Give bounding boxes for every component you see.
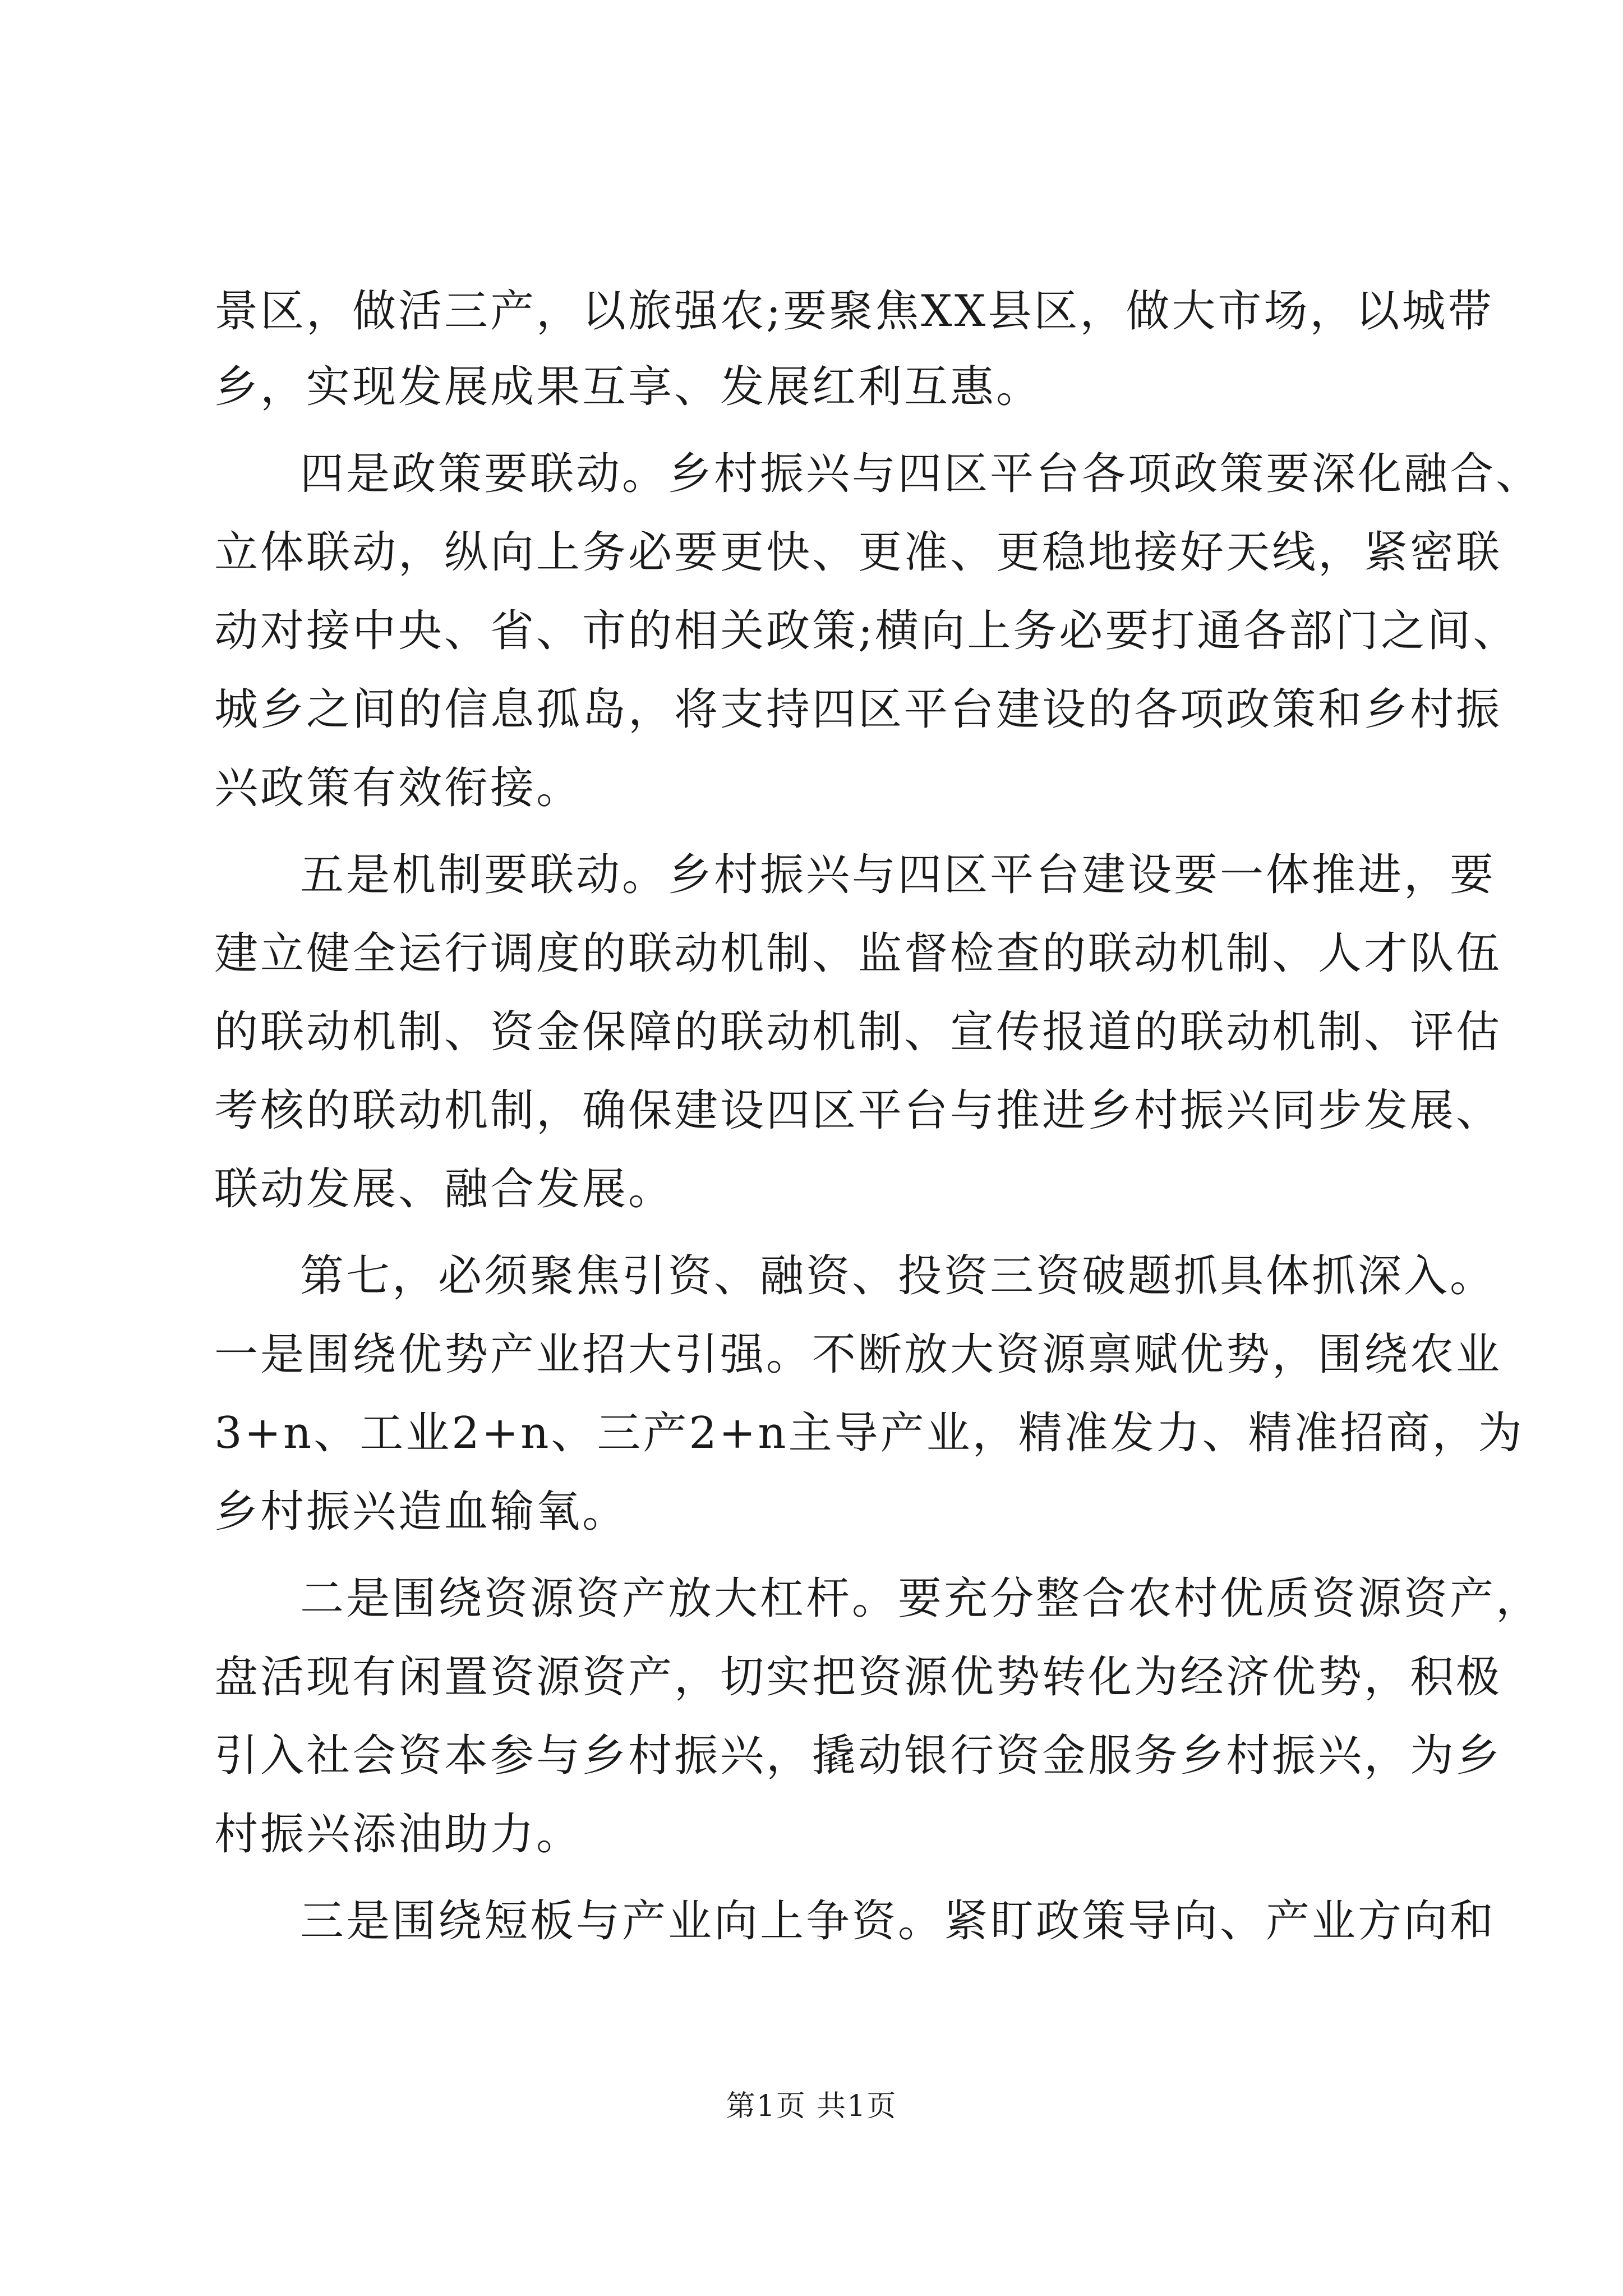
text-line: 兴政策有效衔接。 xyxy=(214,763,583,813)
paragraph-start-line: 二是围绕资源资产放大杠杆。要充分整合农村优质资源资产， xyxy=(300,1573,1542,1624)
text-line: 景区，做活三产，以旅强农;要聚焦XX县区，做大市场，以城带 xyxy=(214,286,1494,337)
paragraph-start-line: 三是围绕短板与产业向上争资。紧盯政策导向、产业方向和 xyxy=(300,1896,1496,1947)
text-line: 引入社会资本参与乡村振兴，撬动银行资金服务乡村振兴，为乡 xyxy=(214,1731,1502,1781)
text-line: 村振兴添油助力。 xyxy=(214,1809,583,1860)
text-line: 立体联动，纵向上务必要更快、更准、更稳地接好天线，紧密联 xyxy=(214,527,1502,578)
text-line: 建立健全运行调度的联动机制、监督检查的联动机制、人才队伍 xyxy=(214,928,1502,979)
text-line: 考核的联动机制，确保建设四区平台与推进乡村振兴同步发展、 xyxy=(214,1085,1502,1136)
text-line: 3+n、工业2+n、三产2+n主导产业，精准发力、精准招商，为 xyxy=(214,1408,1524,1458)
text-line: 盘活现有闲置资源资产，切实把资源优势转化为经济优势，积极 xyxy=(214,1652,1502,1703)
text-line: 动对接中央、省、市的相关政策;横向上务必要打通各部门之间、 xyxy=(214,606,1519,656)
paragraph-start-line: 四是政策要联动。乡村振兴与四区平台各项政策要深化融合、 xyxy=(300,449,1542,499)
page-footer: 第1页 共1页 xyxy=(726,2090,897,2123)
paragraph-start-line: 第七，必须聚焦引资、融资、投资三资破题抓具体抓深入。 xyxy=(300,1251,1496,1301)
text-line: 一是围绕优势产业招大引强。不断放大资源禀赋优势，围绕农业 xyxy=(214,1329,1502,1380)
text-line: 联动发展、融合发展。 xyxy=(214,1164,675,1214)
text-line: 城乡之间的信息孤岛，将支持四区平台建设的各项政策和乡村振 xyxy=(214,684,1502,735)
paragraph-start-line: 五是机制要联动。乡村振兴与四区平台建设要一体推进，要 xyxy=(300,850,1496,900)
text-line: 的联动机制、资金保障的联动机制、宣传报道的联动机制、评估 xyxy=(214,1007,1502,1057)
text-line: 乡村振兴造血输氧。 xyxy=(214,1487,629,1537)
text-line: 乡，实现发展成果互享、发展红利互惠。 xyxy=(214,362,1043,412)
